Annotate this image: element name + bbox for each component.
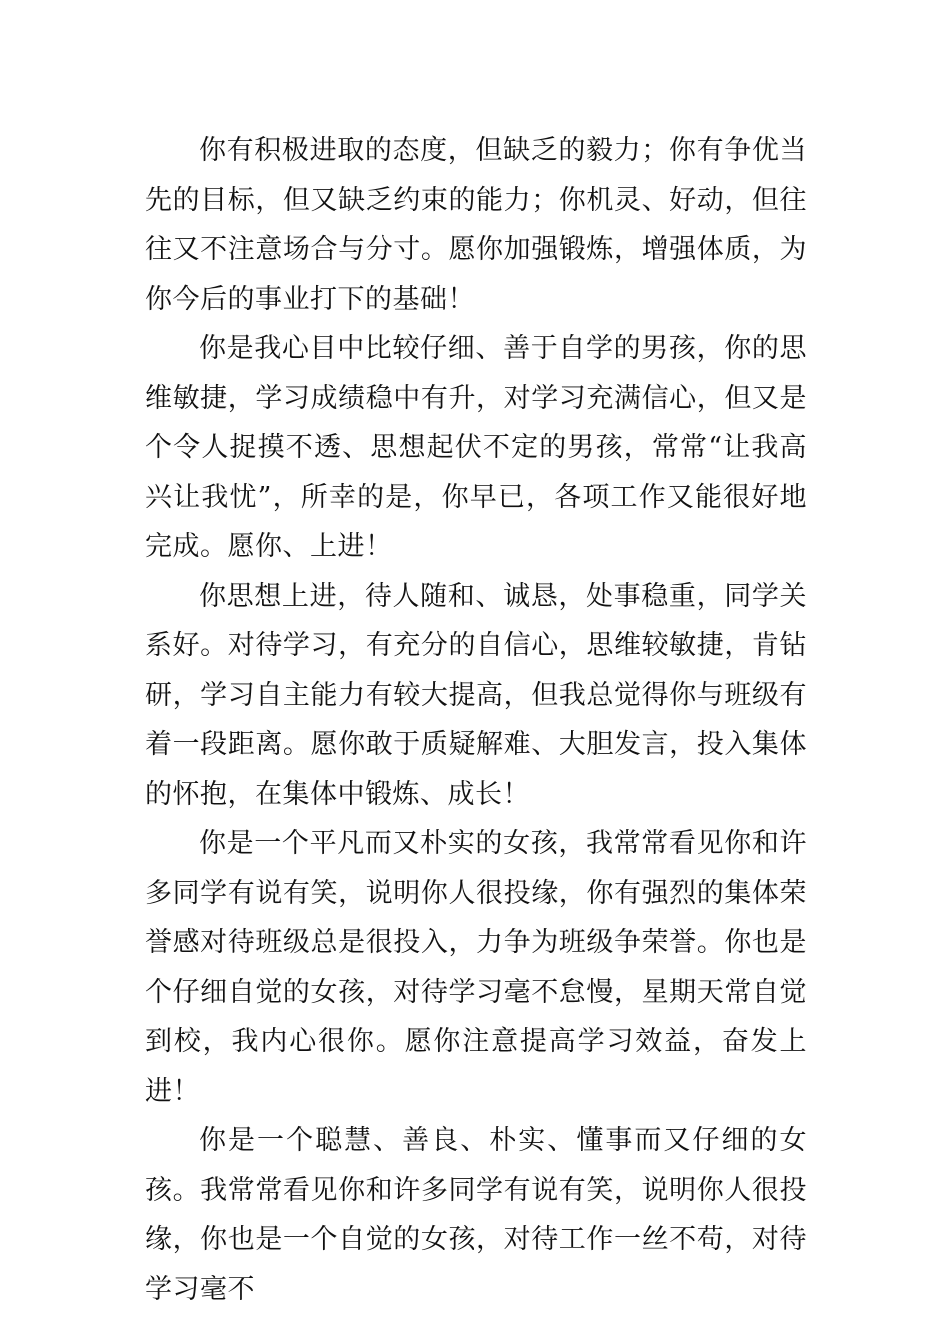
comment-paragraph-1: 你有积极进取的态度，但缺乏的毅力；你有争优当先的目标，但又缺乏约束的能力；你机灵、好动，但往往又不注意场合与分寸。愿你加强锻炼，增强体质，为你今后的事业打下的基础！	[145, 135, 807, 315]
document-body	[145, 126, 807, 1314]
comment-paragraph-3: 你思想上进，待人随和、诚恳，处事稳重，同学关系好。对待学习，有充分的自信心，思维较敏捷，肯钻研，学习自主能力有较大提高，但我总觉得你与班级有着一段距离。愿你敢于质疑解难、大胆发言，投入集体的怀抱，在集体中锻炼、成长！	[145, 580, 807, 810]
comment-paragraph-2: 你是我心目中比较仔细、善于自学的男孩，你的思维敏捷，学习成绩稳中有升，对学习充满信心，但又是个令人捉摸不透、思想起伏不定的男孩，常常“让我高兴让我忧”，所幸的是，你早已，各项工作又能很好地完成。愿你、上进！	[145, 333, 807, 562]
comment-paragraph-5: 你是一个聪慧、善良、朴实、懂事而又仔细的女孩。我常常看见你和许多同学有说有笑，说明你人很投缘，你也是一个自觉的女孩，对待工作一丝不苟，对待学习毫不	[145, 1125, 807, 1305]
comment-paragraph-4: 你是一个平凡而又朴实的女孩，我常常看见你和许多同学有说有笑，说明你人很投缘，你有强烈的集体荣誉感对待班级总是很投入，力争为班级争荣誉。你也是个仔细自觉的女孩，对待学习毫不怠慢，星期天常自觉到校，我内心很你。愿你注意提高学习效益，奋发上进！	[145, 828, 807, 1107]
